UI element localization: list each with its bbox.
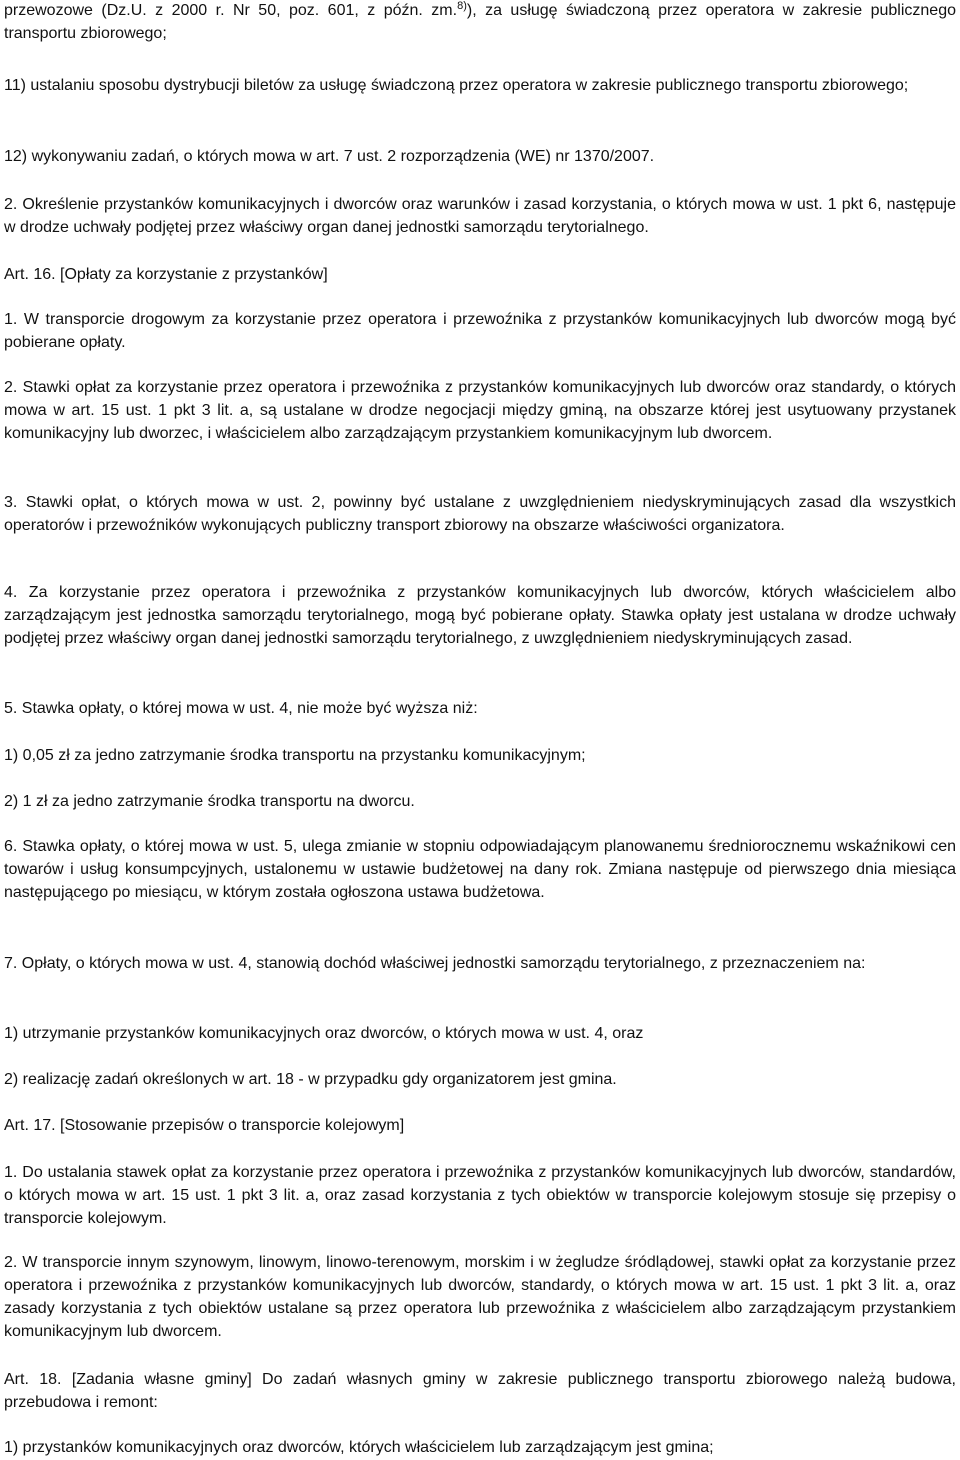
paragraph-art16-ust-6: 6. Stawka opłaty, o której mowa w ust. 5, ulega zmianie w stopniu odpowiadającym planowanemu średniorocznemu wskaźnikowi cen towarów i usług konsumpcyjnych, ustalonemu w ustawie budżetowej na dany rok. Zmiana następuje od pierwszego dnia miesiąca następującego po miesiącu, w którym została ogłoszona ustawa budżetowa. [4, 838, 956, 901]
paragraph-art18-pkt-1: 1) przystanków komunikacyjnych oraz dworców, których właścicielem lub zarządzającym jest gmina; [4, 1439, 714, 1456]
paragraph-art17-ust-2: 2. W transporcie innym szynowym, linowym, linowo-terenowym, morskim i w żegludze śródlądowej, stawki opłat za korzystanie przez operatora i przewoźnika z przystanków komunikacyjnych lub dworców, standardy, o których mowa w art. 15 ust. 1 pkt 3 lit. a, oraz zasady korzystania z tych obiektów ustalane są przez operatora lub przewoźnika z właścicielem albo zarządzającym przystankiem komunikacyjnym lub dworcem. [4, 1254, 956, 1340]
paragraph-continuation [4, 0, 956, 45]
paragraph-art16-ust-3: 3. Stawki opłat, o których mowa w ust. 2, powinny być ustalane z uwzględnieniem niedyskryminujących zasad dla wszystkich operatorów i przewoźników wykonujących publiczny transport zbiorowy na obszarze właściwości organizatora. [4, 494, 956, 534]
paragraph-point-11: 11) ustalaniu sposobu dystrybucji biletów za usługę świadczoną przez operatora w zakresie publicznego transportu zbiorowego; [4, 77, 909, 94]
paragraph-art16-ust-2: 2. Stawki opłat za korzystanie przez operatora i przewoźnika z przystanków komunikacyjnych lub dworców oraz standardy, o których mowa w art. 15 ust. 1 pkt 3 lit. a, są ustalane w drodze negocjacji między gminą, na obszarze której jest usytuowany przystanek komunikacyjny lub dworzec, i właścicielem albo zarządzającym przystankiem komunikacyjnym lub dworcem. [4, 379, 956, 442]
paragraph-art16-ust-7-pkt-2: 2) realizację zadań określonych w art. 18 - w przypadku gdy organizatorem jest gmina. [4, 1071, 617, 1088]
paragraph-point-12: 12) wykonywaniu zadań, o których mowa w art. 7 ust. 2 rozporządzenia (WE) nr 1370/2007. [4, 148, 655, 165]
continuation-text-before: przewozowe (Dz.U. z 2000 r. Nr 50, poz. 601, z późn. zm. [4, 2, 458, 19]
paragraph-art16-ust-5-pkt-2: 2) 1 zł za jedno zatrzymanie środka transportu na dworcu. [4, 793, 415, 810]
footnote-reference: 8) [457, 0, 467, 12]
paragraph-art16-ust-5-pkt-1: 1) 0,05 zł za jedno zatrzymanie środka transportu na przystanku komunikacyjnym; [4, 747, 586, 764]
paragraph-art16-ust-7: 7. Opłaty, o których mowa w ust. 4, stanowią dochód właściwej jednostki samorządu terytorialnego, z przeznaczeniem na: [4, 955, 866, 972]
article-16-heading: Art. 16. [Opłaty za korzystanie z przystanków] [4, 266, 328, 283]
paragraph-art16-ust-4: 4. Za korzystanie przez operatora i przewoźnika z przystanków komunikacyjnych lub dworców, których właścicielem albo zarządzającym jest jednostka samorządu terytorialnego, mogą być pobierane opłaty. Stawka opłaty jest ustalana w drodze uchwały podjętej przez właściwy organ danej jednostki samorządu terytorialnego, z uwzględnieniem niedyskryminujących zasad. [4, 584, 956, 647]
paragraph-ust-2: 2. Określenie przystanków komunikacyjnych i dworców oraz warunków i zasad korzystania, o których mowa w ust. 1 pkt 6, następuje w drodze uchwały podjętej przez właściwy organ danej jednostki samorządu terytorialnego. [4, 196, 956, 236]
article-17-heading: Art. 17. [Stosowanie przepisów o transporcie kolejowym] [4, 1117, 405, 1134]
paragraph-art16-ust-5: 5. Stawka opłaty, o której mowa w ust. 4, nie może być wyższa niż: [4, 700, 478, 717]
continuation-text-after: ), za usługę świadczoną przez operatora w zakresie publicznego transportu zbiorowego; [4, 2, 956, 42]
article-18-heading: Art. 18. [Zadania własne gminy] Do zadań własnych gminy w zakresie publicznego transportu zbiorowego należą budowa, przebudowa i remont: [4, 1371, 956, 1411]
paragraph-art16-ust-1: 1. W transporcie drogowym za korzystanie przez operatora i przewoźnika z przystanków komunikacyjnych lub dworców mogą być pobierane opłaty. [4, 311, 956, 351]
paragraph-art16-ust-7-pkt-1: 1) utrzymanie przystanków komunikacyjnych oraz dworców, o których mowa w ust. 4, oraz [4, 1025, 644, 1042]
paragraph-art17-ust-1: 1. Do ustalania stawek opłat za korzystanie przez operatora i przewoźnika z przystanków komunikacyjnych lub dworców, standardów, o których mowa w art. 15 ust. 1 pkt 3 lit. a, oraz zasad korzystania z tych obiektów w transporcie kolejowym stosuje się przepisy o transporcie kolejowym. [4, 1164, 956, 1227]
